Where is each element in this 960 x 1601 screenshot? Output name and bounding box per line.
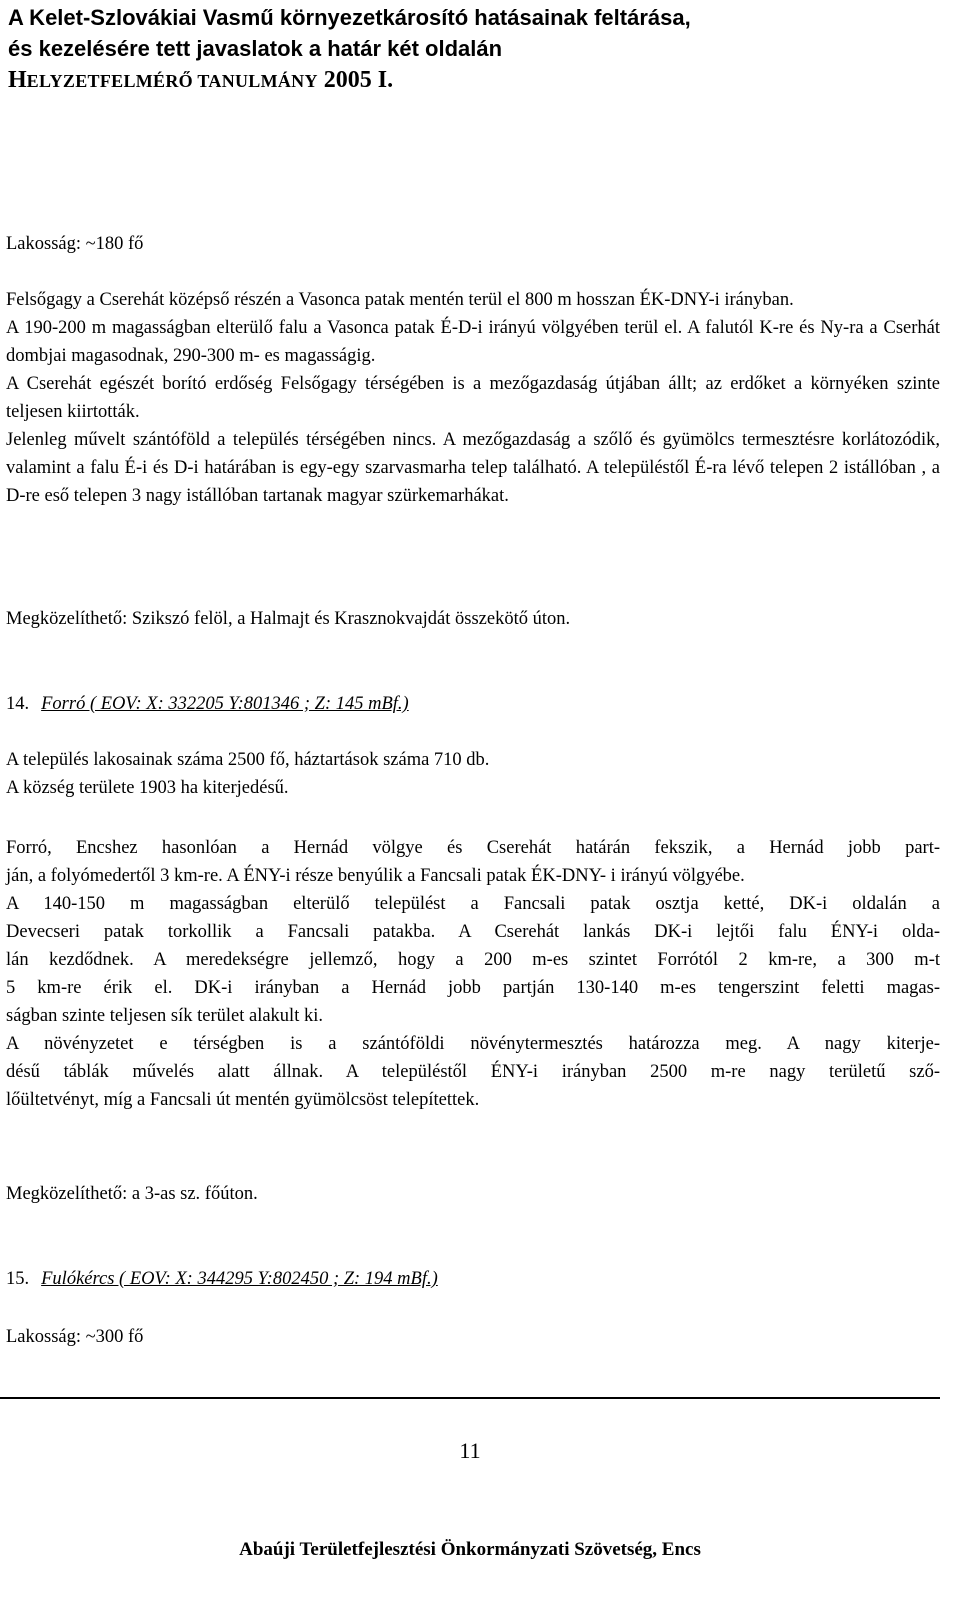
header-subtitle [8,64,948,97]
paragraph: ján, a folyómedertől 3 km-re. A ÉNY-i része benyúlik a Fancsali patak ÉK-DNY- i irányú völgyébe. [6,866,745,886]
section-heading-forro [6,690,940,718]
text-line: ságban szinte teljesen sík terület alakult ki. [6,1006,323,1026]
header-subtitle-cap: H [8,67,27,93]
text-line: lőültetvényt, míg a Fancsali út mentén gyümölcsöst telepítettek. [6,1090,480,1110]
document-header [8,2,948,97]
access-felsogagy: Megközelíthető: Szikszó felöl, a Halmajt és Krasznokvajdát összekötő úton. [6,609,571,629]
section-forro-body [6,834,940,1114]
paragraph: A 190-200 m magasságban elterülő falu a Vasonca patak É-D-i irányú völgyében terül el. A falutól K-re és Ny-ra a Cserhát dombjai magasodnak, 290-300 m- es magasságig. [6,318,940,366]
header-title-line-1: A Kelet-Szlovákiai Vasmű környezetkárosító hatásainak feltárása, [8,5,691,30]
page-number: 11 [459,1438,481,1463]
section-heading-fulokercs [6,1265,940,1293]
header-subtitle-smallcaps: ELYZETFELMÉRŐ TANULMÁNY [26,71,318,91]
paragraph: A Cserehát egészét borító erdőség Felsőgagy térségében is a mezőgazdaság útjában állt; az erdőket a környéken szinte teljesen kiirtották. [6,374,940,422]
header-subtitle-tail: 2005 I. [317,67,394,93]
paragraph: Felsőgagy a Cserehát középső részén a Vasonca patak mentén terül el 800 m hosszan ÉK-DNY-i irányban. [6,290,794,310]
text-line: lán kezdődnek. A meredekségre jellemző, hogy a 200 m-es szintet Forrótól 2 km-re, a 300 m-t [6,950,940,970]
section-number: 14. [6,694,30,714]
footer-divider [0,1397,940,1399]
paragraph: A község területe 1903 ha kiterjedésű. [6,778,289,798]
section-title: Fulókércs ( EOV: X: 344295 Y:802450 ; Z: 194 mBf.) [41,1269,438,1289]
footer-organization: Abaúji Területfejlesztési Önkormányzati Szövetség, Encs [239,1539,701,1560]
text-line: 5 km-re érik el. DK-i irányban a Hernád jobb partján 130-140 m-es tengerszint feletti magas- [6,978,940,998]
text-line: A növényzetet e térségben is a szántóföldi növénytermesztés határozza meg. A nagy kiterje- [6,1034,940,1054]
text-line: Devecseri patak torkollik a Fancsali patakba. A Cserehát lankás DK-i lejtői falu ÉNY-i olda- [6,922,940,942]
header-title-line-2: és kezelésére tett javaslatok a határ két oldalán [8,36,503,61]
paragraph: A település lakosainak száma 2500 fő, háztartások száma 710 db. [6,750,490,770]
text-line: Forró, Encshez hasonlóan a Hernád völgye és Cserehát határán fekszik, a Hernád jobb part- [6,838,940,858]
text-line: désű táblák művelés alatt állnak. A településtől ÉNY-i irányban 2500 m-re nagy területű sző- [6,1062,940,1082]
population-fulokercs: Lakosság: ~300 fő [6,1327,144,1347]
population-felsogagy: Lakosság: ~180 fő [6,234,144,254]
section-forro-stats [6,746,940,802]
section-title: Forró ( EOV: X: 332205 Y:801346 ; Z: 145 mBf.) [41,694,409,714]
paragraph: Jelenleg művelt szántóföld a település térségében nincs. A mezőgazdaság a szőlő és gyümölcs termesztésre korlátozódik, valamint a falu É-i és D-i határában is egy-egy szarvasmarha telep található. A településtől É-ra lévő telepen 2 istállóban , a D-re eső telepen 3 nagy istállóban tartanak magyar szürkemarhákat. [6,430,940,506]
access-forro: Megközelíthető: a 3-as sz. főúton. [6,1184,258,1204]
section-felsogagy-body [6,286,940,510]
text-line: A 140-150 m magasságban elterülő települést a Fancsali patak osztja ketté, DK-i oldalán a [6,894,940,914]
section-number: 15. [6,1269,30,1289]
